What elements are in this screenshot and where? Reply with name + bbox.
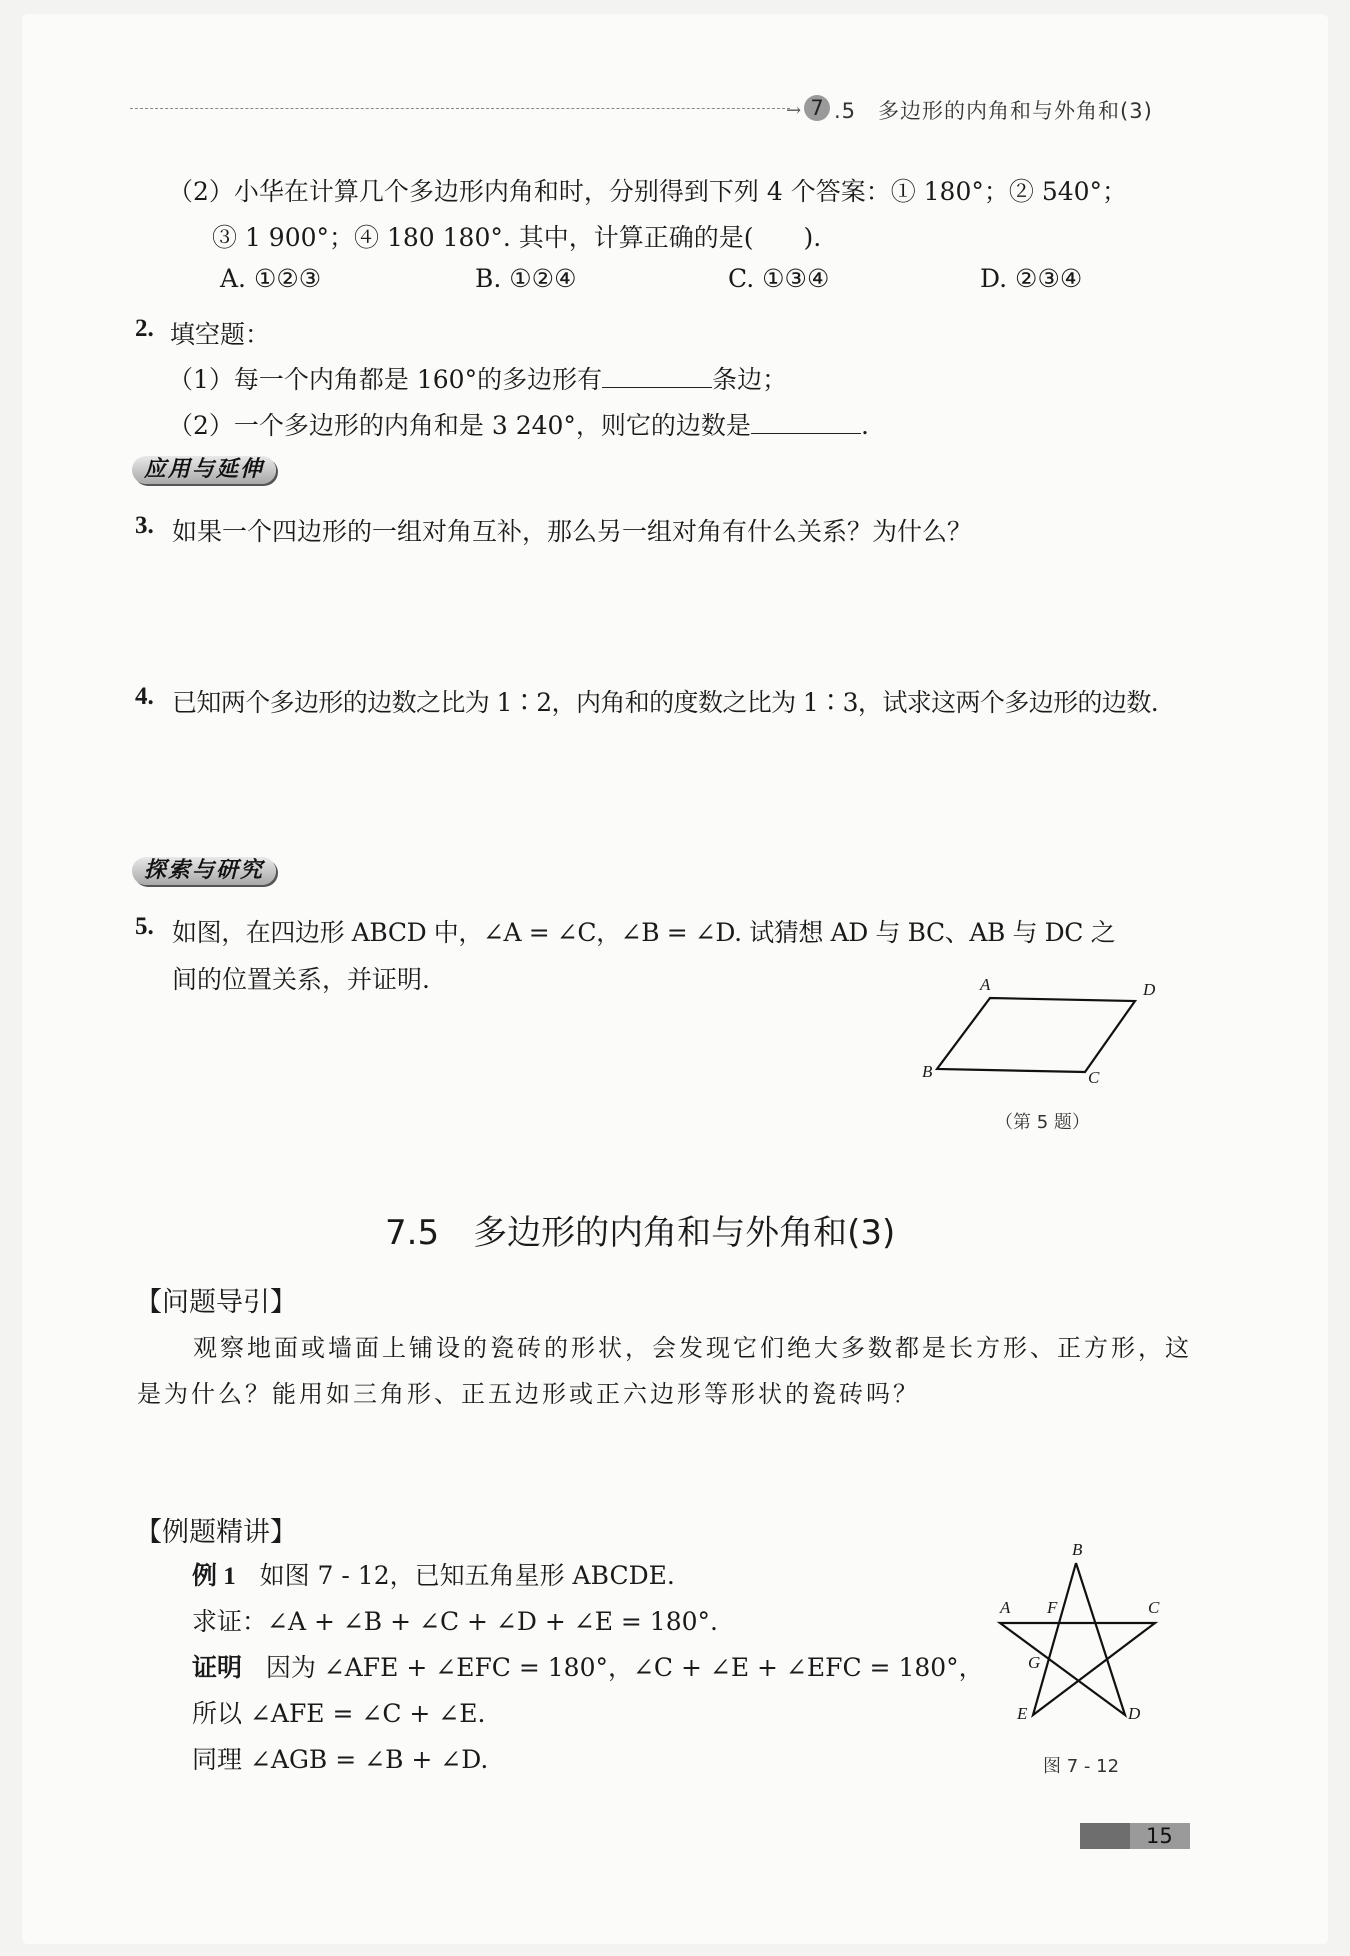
guide-paragraph-line2: 是为什么？能用如三角形、正五边形或正六边形等形状的瓷砖吗？ [137,1380,920,1408]
q4-text: 已知两个多边形的边数之比为 1∶2，内角和的度数之比为 1∶3，试求这两个多边形的边数. [172,688,1159,717]
example1-text: 如图 7 - 12，已知五角星形 ABCDE. [259,1561,675,1590]
banner-apply-extend: 应用与延伸 [132,456,276,484]
q2-sub1-text: （1）每一个内角都是 160°的多边形有 [168,365,603,394]
q5-line2: 间的位置关系，并证明. [172,965,430,994]
example1-prove: 求证：∠A + ∠B + ∠C + ∠D + ∠E = 180°. [192,1607,718,1636]
q4-number: 4. [135,683,154,710]
header-chapter-badge: 7 [804,95,830,121]
header-dotted-rule [130,108,790,109]
q5-label-a: A [980,975,991,994]
q3-text: 如果一个四边形的一组对角互补，那么另一组对角有什么关系？为什么？ [172,517,973,546]
q5-label-d: D [1143,980,1156,999]
q5-label-b: B [922,1062,933,1081]
q2-sub2 [168,406,869,442]
proof-line2: 所以 ∠AFE = ∠C + ∠E. [192,1699,486,1728]
banner-explore-research: 探索与研究 [132,857,276,885]
example1 [192,1556,675,1592]
page-number: 15 [1146,1824,1173,1848]
example1-label: 例 1 [192,1563,236,1590]
star-figure-caption: 图 7 - 12 [1043,1756,1120,1777]
proof-line1-text: 因为 ∠AFE + ∠EFC = 180°，∠C + ∠E + ∠EFC = 180°， [265,1653,984,1682]
q2-number: 2. [135,315,154,342]
q2-sub1-suffix: 条边； [712,365,788,394]
q5-parallelogram-figure [915,975,1175,1085]
q2-sub1-blank [602,386,712,388]
star-label-c: C [1148,1598,1160,1617]
proof-label: 证明 [192,1655,243,1682]
q1-2-option-d: D. ②③④ [980,264,1083,293]
q2-title: 填空题： [170,320,271,349]
star-label-d: D [1128,1704,1141,1723]
star-label-e: E [1017,1704,1028,1723]
star-label-f: F [1047,1598,1058,1617]
proof-line3: 同理 ∠AGB = ∠B + ∠D. [192,1745,489,1774]
header-section-title: .5 多边形的内角和与外角和(3) [834,99,1153,123]
q1-2-line1: （2）小华在计算几个多边形内角和时，分别得到下列 4 个答案：① 180°；② 540°； [168,177,1128,206]
q5-number: 5. [135,913,154,940]
q2-sub1 [168,360,787,396]
parallelogram-abcd [937,998,1135,1072]
q1-2-option-c: C. ①③④ [728,264,830,293]
q5-line1: 如图，在四边形 ABCD 中，∠A = ∠C，∠B = ∠D. 试猜想 AD 与 BC、AB 与 DC 之 [172,918,1116,947]
q2-sub2-text: （2）一个多边形的内角和是 3 240°，则它的边数是 [168,411,751,440]
q2-sub2-suffix: . [860,411,869,440]
star-label-g: G [1028,1653,1041,1672]
guide-paragraph-line1: 观察地面或墙面上铺设的瓷砖的形状，会发现它们绝大多数都是长方形、正方形，这 [193,1334,1192,1362]
guide-heading: 【问题导引】 [135,1287,297,1318]
q3-number: 3. [135,512,154,539]
q1-2-line2: ③ 1 900°；④ 180 180°. 其中，计算正确的是( ). [212,223,822,252]
section-title: 7.5 多边形的内角和与外角和(3) [385,1213,896,1253]
examples-heading: 【例题精讲】 [135,1517,297,1548]
header-arrow-icon: → [786,100,802,121]
q1-2-option-b: B. ①②④ [475,264,577,293]
star-label-b: B [1072,1540,1083,1559]
q2-sub2-blank [751,432,861,434]
q5-figure-caption: （第 5 题） [995,1112,1090,1133]
q5-label-c: C [1088,1068,1100,1087]
proof-line1 [192,1648,984,1684]
q1-2-option-a: A. ①②③ [220,264,322,293]
star-label-a: A [1000,1598,1011,1617]
pentagram-abcde [1000,1563,1155,1715]
